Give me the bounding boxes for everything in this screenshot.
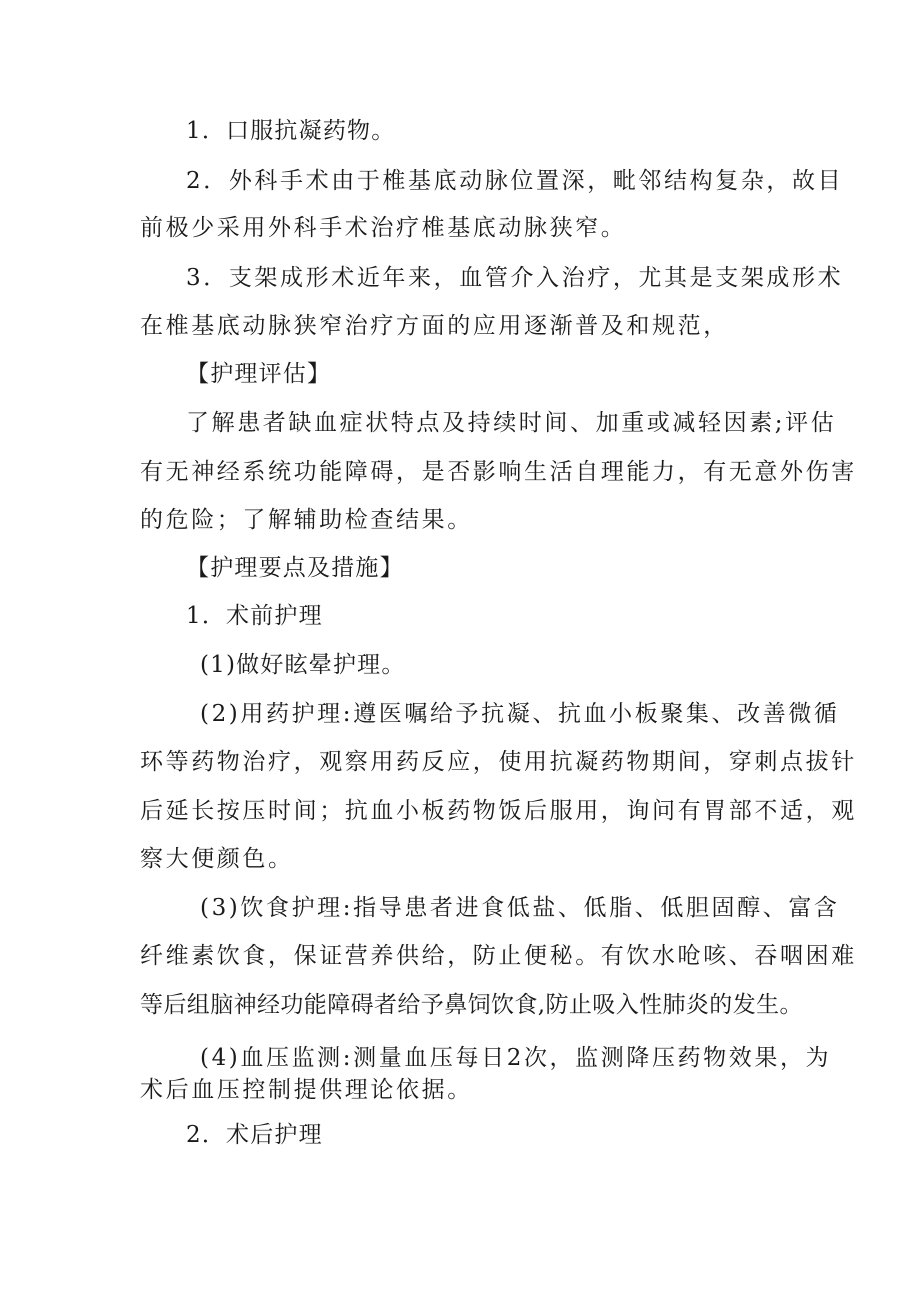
- paragraph-surgery-line-2: 前极少采用外科手术治疗椎基底动脉狭窄。: [140, 215, 627, 241]
- paragraph-stent-line-1: 3．支架成形术近年来，血管介入治疗，尤其是支架成形术: [186, 265, 844, 291]
- list-item-oral-anticoagulant: 1．口服抗凝药物。: [186, 118, 396, 144]
- section-heading-nursing-assessment: 【护理评估】: [186, 361, 332, 387]
- paragraph-medication-line-2: 环等药物治疗，观察用药反应，使用抗凝药物期间，穿刺点拔针: [140, 749, 857, 775]
- section-heading-nursing-measures: 【护理要点及措施】: [186, 555, 404, 581]
- paragraph-diet-line-2: 纤维素饮食，保证营养供给，防止便秘。有饮水呛咳、吞咽困难: [140, 943, 857, 969]
- paragraph-medication-line-1: (2)用药护理:遵医嘱给予抗凝、抗血小板聚集、改善微循: [200, 701, 840, 727]
- paragraph-diet-line-1: (3)饮食护理:指导患者进食低盐、低脂、低胆固醇、富含: [200, 895, 840, 921]
- subheading-postoperative-care: 2．术后护理: [186, 1122, 323, 1148]
- list-item-vertigo-care: (1)做好眩晕护理。: [200, 652, 406, 678]
- paragraph-diet-line-3: 等后组脑神经功能障碍者给予鼻饲饮食,防止吸入性肺炎的发生。: [140, 992, 803, 1018]
- paragraph-assessment-line-3: 的危险；了解辅助检查结果。: [140, 507, 473, 533]
- paragraph-blood-pressure-line-2: 术后血压控制提供理论依据。: [140, 1077, 473, 1103]
- paragraph-assessment-line-2: 有无神经系统功能障碍，是否影响生活自理能力，有无意外伤害: [140, 459, 857, 485]
- paragraph-stent-line-2: 在椎基底动脉狭窄治疗方面的应用逐渐普及和规范，: [140, 313, 729, 339]
- paragraph-medication-line-4: 察大便颜色。: [140, 846, 294, 872]
- paragraph-medication-line-3: 后延长按压时间；抗血小板药物饭后服用，询问有胃部不适，观: [140, 798, 857, 824]
- subheading-preoperative-care: 1．术前护理: [186, 603, 323, 629]
- paragraph-assessment-line-1: 了解患者缺血症状特点及持续时间、加重或减轻因素;评估: [186, 410, 837, 436]
- paragraph-blood-pressure-line-1: (4)血压监测:测量血压每日2次，监测降压药物效果，为: [200, 1045, 832, 1071]
- paragraph-surgery-line-1: 2．外科手术由于椎基底动脉位置深，毗邻结构复杂，故目: [186, 168, 844, 194]
